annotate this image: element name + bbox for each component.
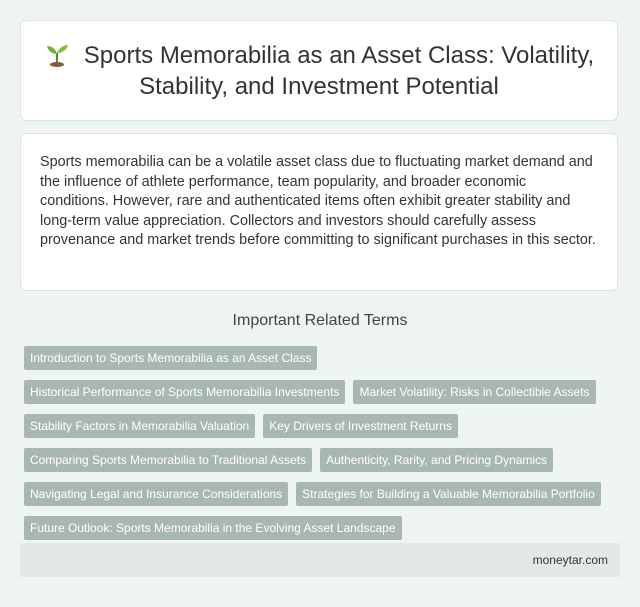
related-term-tag[interactable]: Strategies for Building a Valuable Memorabilia Portfolio [296, 482, 601, 506]
summary-text: Sports memorabilia can be a volatile asset class due to fluctuating market demand and the influence of athlete performance, team popularity, and broader economic conditions. However, rare and authenticated items often exhibit greater stability and long-term value appreciation. Collectors and investors should carefully assess provenance and market trends before committing to significant purchases in this sector. [40, 154, 596, 248]
title-card [20, 20, 618, 121]
related-terms-heading: Important Related Terms [232, 312, 408, 329]
footer-site-link[interactable]: moneytar.com [532, 553, 608, 567]
related-term-tag[interactable]: Market Volatility: Risks in Collectible Assets [353, 380, 595, 404]
related-terms-list [20, 344, 620, 548]
footer [20, 543, 620, 577]
related-term-tag[interactable]: Key Drivers of Investment Returns [263, 414, 458, 438]
sprout-icon [44, 41, 70, 67]
related-term-tag[interactable]: Introduction to Sports Memorabilia as an Asset Class [24, 346, 317, 370]
page-title-text: Sports Memorabilia as an Asset Class: Volatility, Stability, and Investment Potential [83, 41, 595, 100]
related-term-tag[interactable]: Historical Performance of Sports Memorabilia Investments [24, 380, 345, 404]
related-term-tag[interactable]: Navigating Legal and Insurance Considerations [24, 482, 288, 506]
page-title [21, 40, 617, 102]
related-term-tag[interactable]: Comparing Sports Memorabilia to Traditional Assets [24, 448, 312, 472]
related-term-tag[interactable]: Authenticity, Rarity, and Pricing Dynamics [320, 448, 553, 472]
related-term-tag[interactable]: Stability Factors in Memorabilia Valuation [24, 414, 255, 438]
summary-card [20, 133, 618, 291]
related-term-tag[interactable]: Future Outlook: Sports Memorabilia in the Evolving Asset Landscape [24, 516, 402, 540]
